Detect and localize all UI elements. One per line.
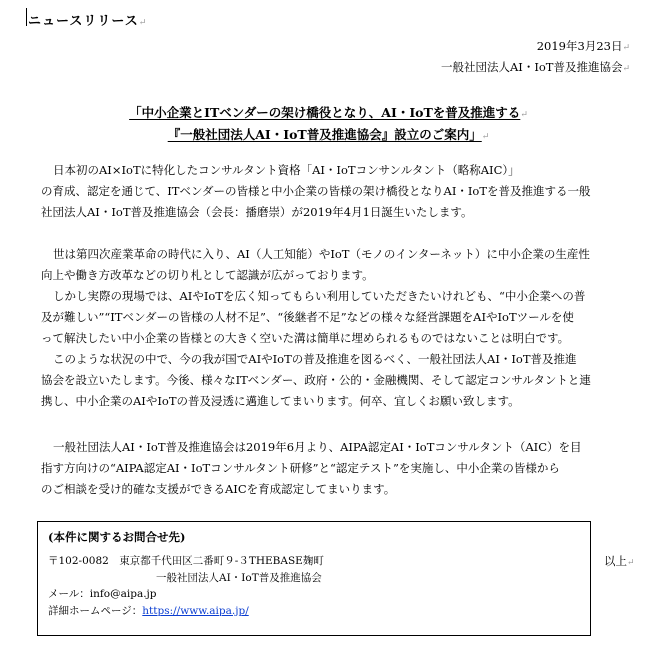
text-line: 携し、中小企業のAIやIoTの普及浸透に邁進してまいります。何卒、宜しくお願い致します。 [41,394,520,408]
paragraph-mark-icon: ↵ [622,64,630,74]
text-cursor [26,8,27,26]
release-title [0,103,657,147]
text-line: 向上や働き方改革などの切り札として認識が広がっております。 [41,268,374,282]
text-line: 指す方向けの“AIPA認定AI・IoTコンサルタント研修”と“認定テスト”を実施し、中小企業の皆様から [41,461,560,475]
title-line-1: 「中小企業とITベンダーの架け橋役となり、AI・IoTを普及推進する↵ [129,105,528,120]
issuing-organization: 一般社団法人AI・IoT普及推進協会↵ [440,60,630,74]
text-line: って解決したい中小企業の皆様との大きく空いた溝は簡単に埋められるものではないことは明白です。 [41,331,570,345]
closing-mark: 以上↵ [604,554,635,568]
website-link[interactable]: https://www.aipa.jp/ [142,605,249,617]
paragraph-mark-icon: ↵ [481,132,490,142]
paragraph-mark-icon: ↵ [138,18,148,28]
text-line: 社団法人AI・IoT普及推進協会（会長：播磨崇）が2019年4月1日誕生いたします。 [41,205,473,219]
paragraph-plan [41,437,641,500]
website-label: 詳細ホームページ： [48,605,143,617]
text-line: 協会を設立いたします。今後、様々なITベンダー、政府・公的・金融機関、そして認定コンサルタントと連 [41,373,591,387]
text-line: 世は第四次産業革命の時代に入り、AI（人工知能）やIoT（モノのインターネット）に中小企業の生産性 [53,247,590,261]
release-date: 2019年3月23日↵ [536,39,630,53]
text-line: 日本初のAI×IoTに特化したコンサルタント資格「AI・IoTコンサンルタント（略称AIC）」 [53,163,520,177]
text-line: しかし実際の現場では、AIやIoTを広く知ってもらい利用していただきたいけれども、“中小企業への普 [53,289,586,303]
paragraph-mark-icon: ↵ [622,43,630,53]
contact-organization: 一般社団法人AI・IoT普及推進協会 [156,572,322,584]
contact-address: 〒102-0082 東京都千代田区二番町９-３THEBASE麹町 [48,555,324,567]
contact-box [37,521,591,636]
text-line: このような状況の中で、今の我が国でAIやIoTの普及推進を図るべく、一般社団法人AI・IoT普及推進 [53,352,577,366]
title-line-2: 『一般社団法人AI・IoT普及推進協会』設立のご案内」↵ [167,127,490,142]
paragraph-mark-icon: ↵ [627,558,635,568]
paragraph-background [41,244,641,412]
text-line: の育成、認定を通じて、ITベンダーの皆様と中小企業の皆様の架け橋役となりAI・IoTを普及推進する一般 [41,184,591,198]
document-heading: ニュースリリース↵ [28,14,148,29]
text-line: 及が難しい”“ITベンダーの皆様の人材不足”、“後継者不足”などの様々な経営課題をAIやIoTツールを使 [41,310,574,324]
contact-title: (本件に関するお問合せ先) [48,530,186,544]
paragraph-introduction [41,160,641,223]
contact-website [48,603,249,618]
text-line: のご相談を受け的確な支援ができるAICを育成認定してまいります。 [41,482,396,496]
text-line: 一般社団法人AI・IoT普及推進協会は2019年6月より、AIPA認定AI・IoTコンサルタント（AIC）を目 [53,440,582,454]
paragraph-mark-icon: ↵ [520,110,528,120]
contact-email: メール：info@aipa.jp [48,588,157,600]
